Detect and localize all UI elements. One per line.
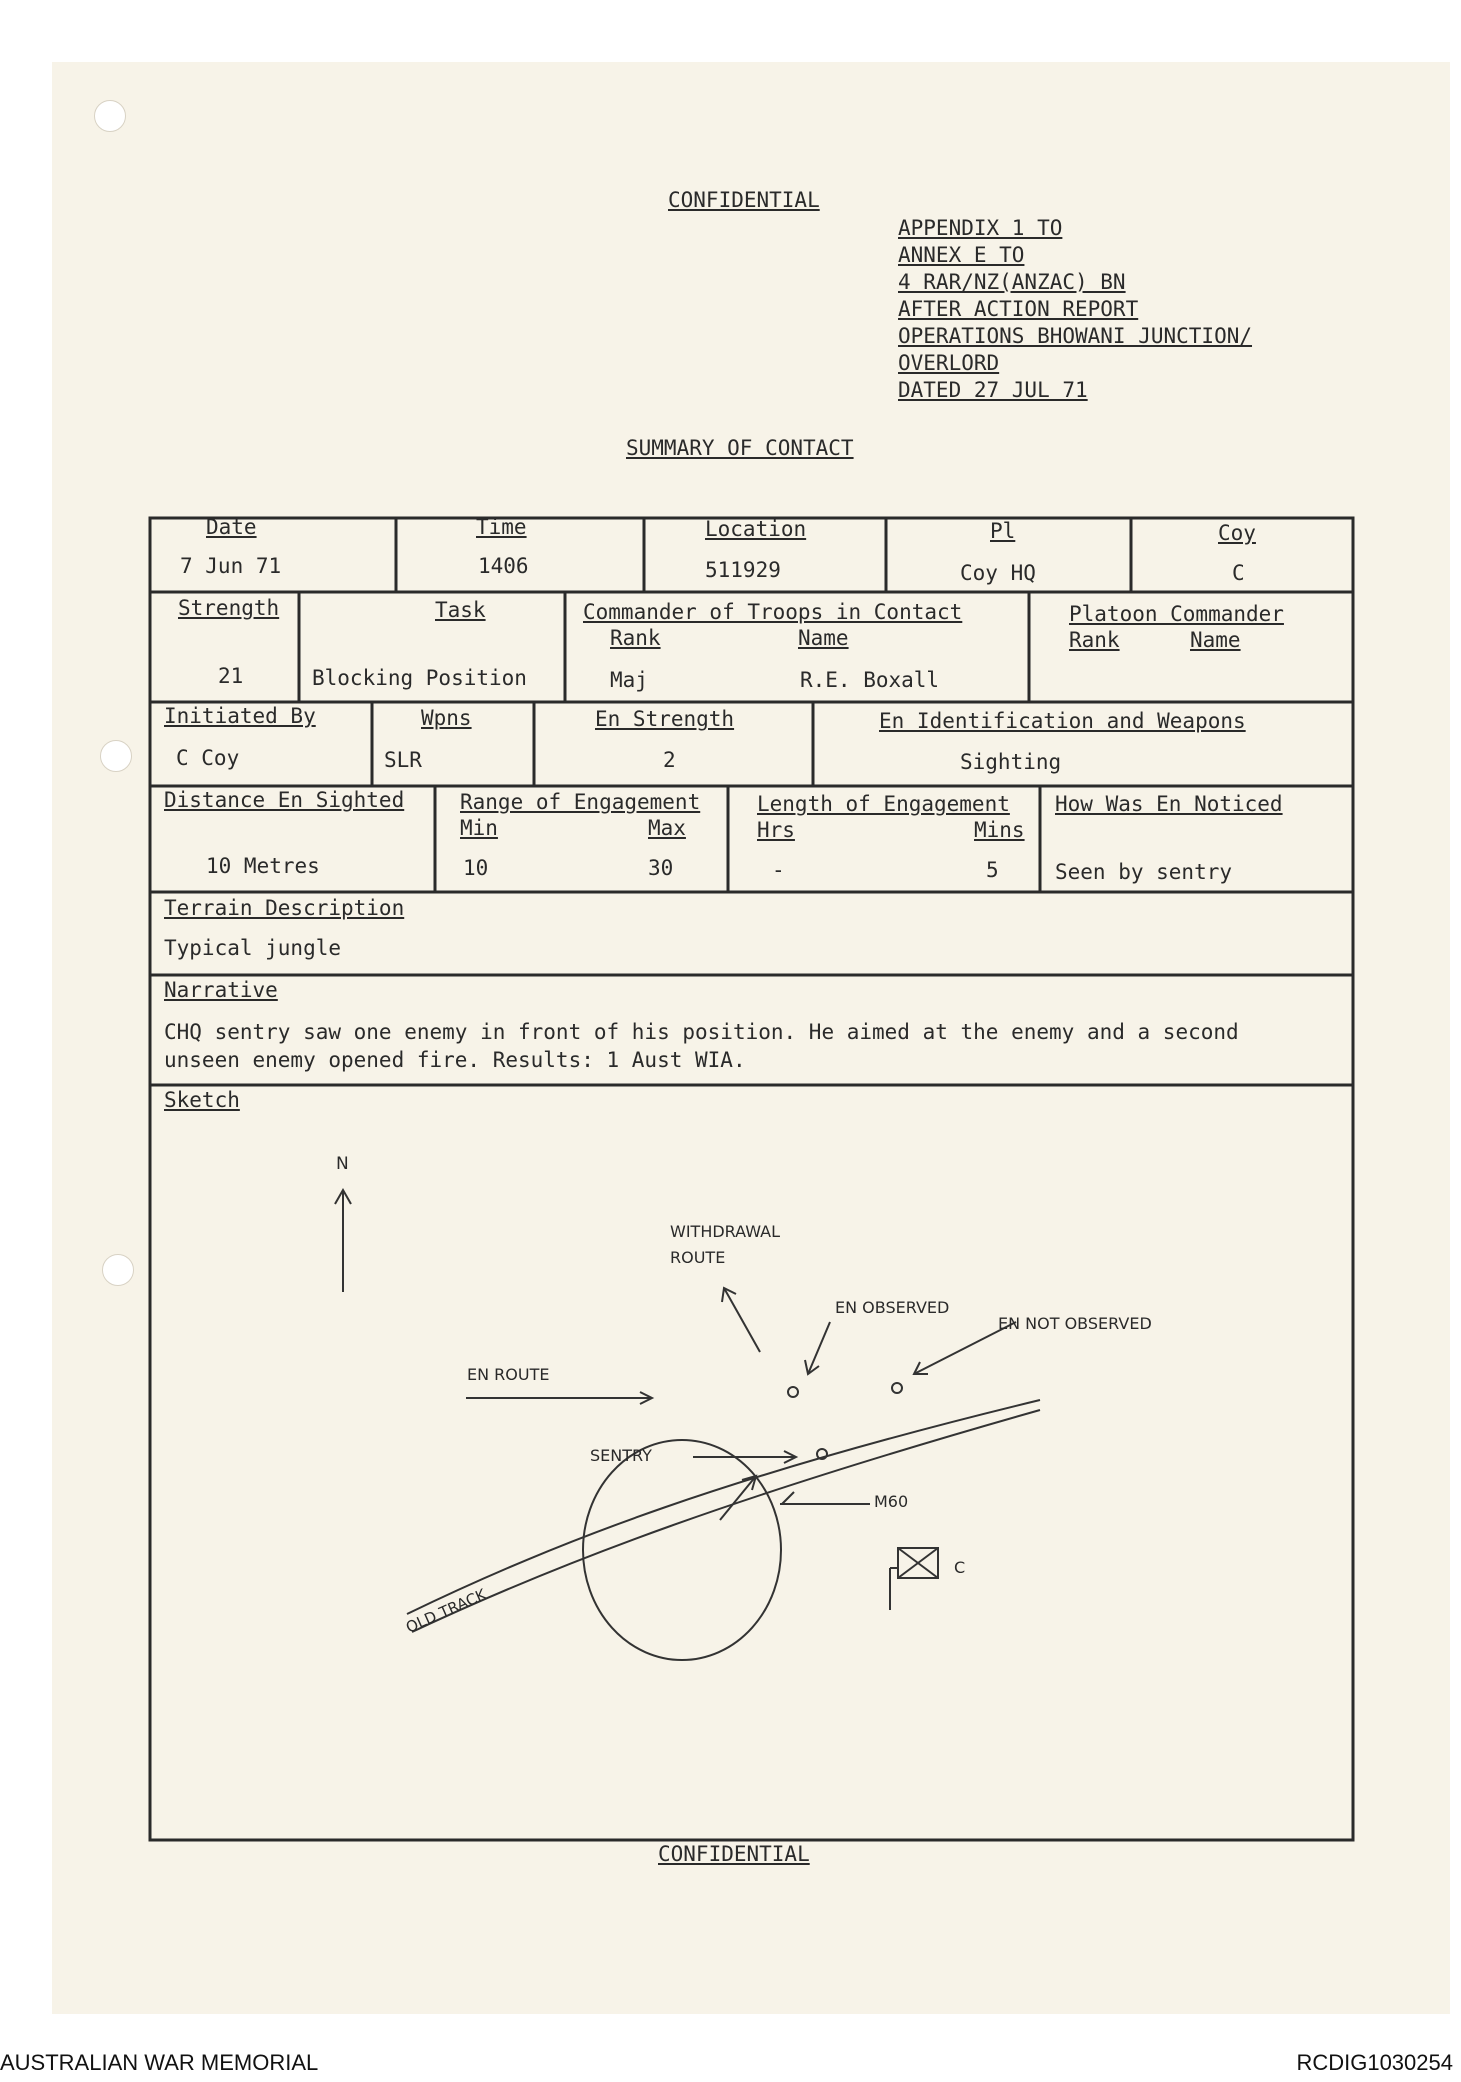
sketch-label: Sketch: [164, 1088, 240, 1112]
coy-label: Coy: [1218, 521, 1256, 545]
max-value: 30: [648, 856, 674, 880]
reference-line: OVERLORD: [898, 351, 1000, 375]
commander-rank: Maj: [610, 668, 648, 692]
rank-label: Rank: [610, 626, 661, 650]
strength-label: Strength: [178, 596, 280, 620]
length-label: Length of Engagement: [757, 792, 1010, 816]
date-label: Date: [206, 515, 257, 539]
pl-value: Coy HQ: [960, 561, 1036, 585]
strength-value: 21: [218, 664, 244, 688]
mins-label: Mins: [974, 818, 1025, 842]
initiated-value: C Coy: [176, 746, 240, 770]
pl-label: Pl: [990, 519, 1016, 543]
north-label: N: [336, 1154, 349, 1174]
time-value: 1406: [478, 554, 529, 578]
company-c-label: C: [954, 1558, 966, 1577]
task-value: Blocking Position: [312, 666, 527, 690]
pc-rank-label: Rank: [1069, 628, 1120, 652]
noticed-value: Seen by sentry: [1055, 860, 1233, 884]
en-strength-value: 2: [663, 748, 676, 772]
narrative-label: Narrative: [164, 978, 278, 1002]
en-route-label: EN ROUTE: [467, 1365, 550, 1384]
wpns-value: SLR: [384, 748, 422, 772]
distance-label: Distance En Sighted: [164, 788, 405, 812]
reference-line: APPENDIX 1 TO: [898, 216, 1063, 240]
mins-value: 5: [986, 858, 999, 882]
time-label: Time: [476, 515, 527, 539]
noticed-label: How Was En Noticed: [1055, 792, 1283, 816]
platoon-commander-label: Platoon Commander: [1069, 602, 1284, 626]
name-label: Name: [798, 626, 849, 650]
commander-name: R.E. Boxall: [800, 668, 940, 692]
hrs-label: Hrs: [757, 818, 795, 842]
reference-line: OPERATIONS BHOWANI JUNCTION/: [898, 324, 1253, 348]
reference-line: AFTER ACTION REPORT: [898, 297, 1139, 321]
max-label: Max: [648, 816, 686, 840]
en-strength-label: En Strength: [595, 707, 735, 731]
task-label: Task: [435, 598, 486, 622]
en-ident-value: Sighting: [960, 750, 1062, 774]
archive-footer-left: AUSTRALIAN WAR MEMORIAL: [0, 2050, 319, 2075]
en-not-observed-label: EN NOT OBSERVED: [998, 1314, 1152, 1333]
location-label: Location: [705, 517, 807, 541]
range-label: Range of Engagement: [460, 790, 701, 814]
min-label: Min: [460, 816, 498, 840]
initiated-label: Initiated By: [164, 704, 316, 728]
reference-line: ANNEX E TO: [898, 243, 1025, 267]
archive-footer-right: RCDIG1030254: [1296, 2050, 1453, 2075]
date-value: 7 Jun 71: [180, 554, 282, 578]
classification-bottom: CONFIDENTIAL: [658, 1842, 810, 1866]
reference-line: 4 RAR/NZ(ANZAC) BN: [898, 270, 1126, 294]
coy-value: C: [1232, 561, 1245, 585]
min-value: 10: [463, 856, 489, 880]
old-track-label: OLD TRACK: [403, 1585, 489, 1637]
pc-name-label: Name: [1190, 628, 1241, 652]
hrs-value: -: [772, 858, 785, 882]
wpns-label: Wpns: [421, 706, 472, 730]
location-value: 511929: [705, 558, 781, 582]
narrative-line: CHQ sentry saw one enemy in front of his position. He aimed at the enemy and a second: [164, 1020, 1239, 1044]
en-ident-label: En Identification and Weapons: [879, 709, 1246, 733]
terrain-value: Typical jungle: [164, 936, 342, 960]
en-observed-label: EN OBSERVED: [835, 1298, 950, 1317]
m60-label: M60: [874, 1492, 909, 1511]
classification-top: CONFIDENTIAL: [668, 188, 820, 212]
commander-label: Commander of Troops in Contact: [583, 600, 963, 624]
withdrawal-label: ROUTE: [670, 1248, 726, 1267]
terrain-label: Terrain Description: [164, 896, 405, 920]
document-title: SUMMARY OF CONTACT: [626, 436, 854, 460]
withdrawal-label: WITHDRAWAL: [670, 1222, 781, 1241]
narrative-line: unseen enemy opened fire. Results: 1 Aust WIA.: [164, 1048, 746, 1072]
distance-value: 10 Metres: [206, 854, 320, 878]
reference-line: DATED 27 JUL 71: [898, 378, 1088, 402]
sentry-label: SENTRY: [590, 1446, 652, 1465]
